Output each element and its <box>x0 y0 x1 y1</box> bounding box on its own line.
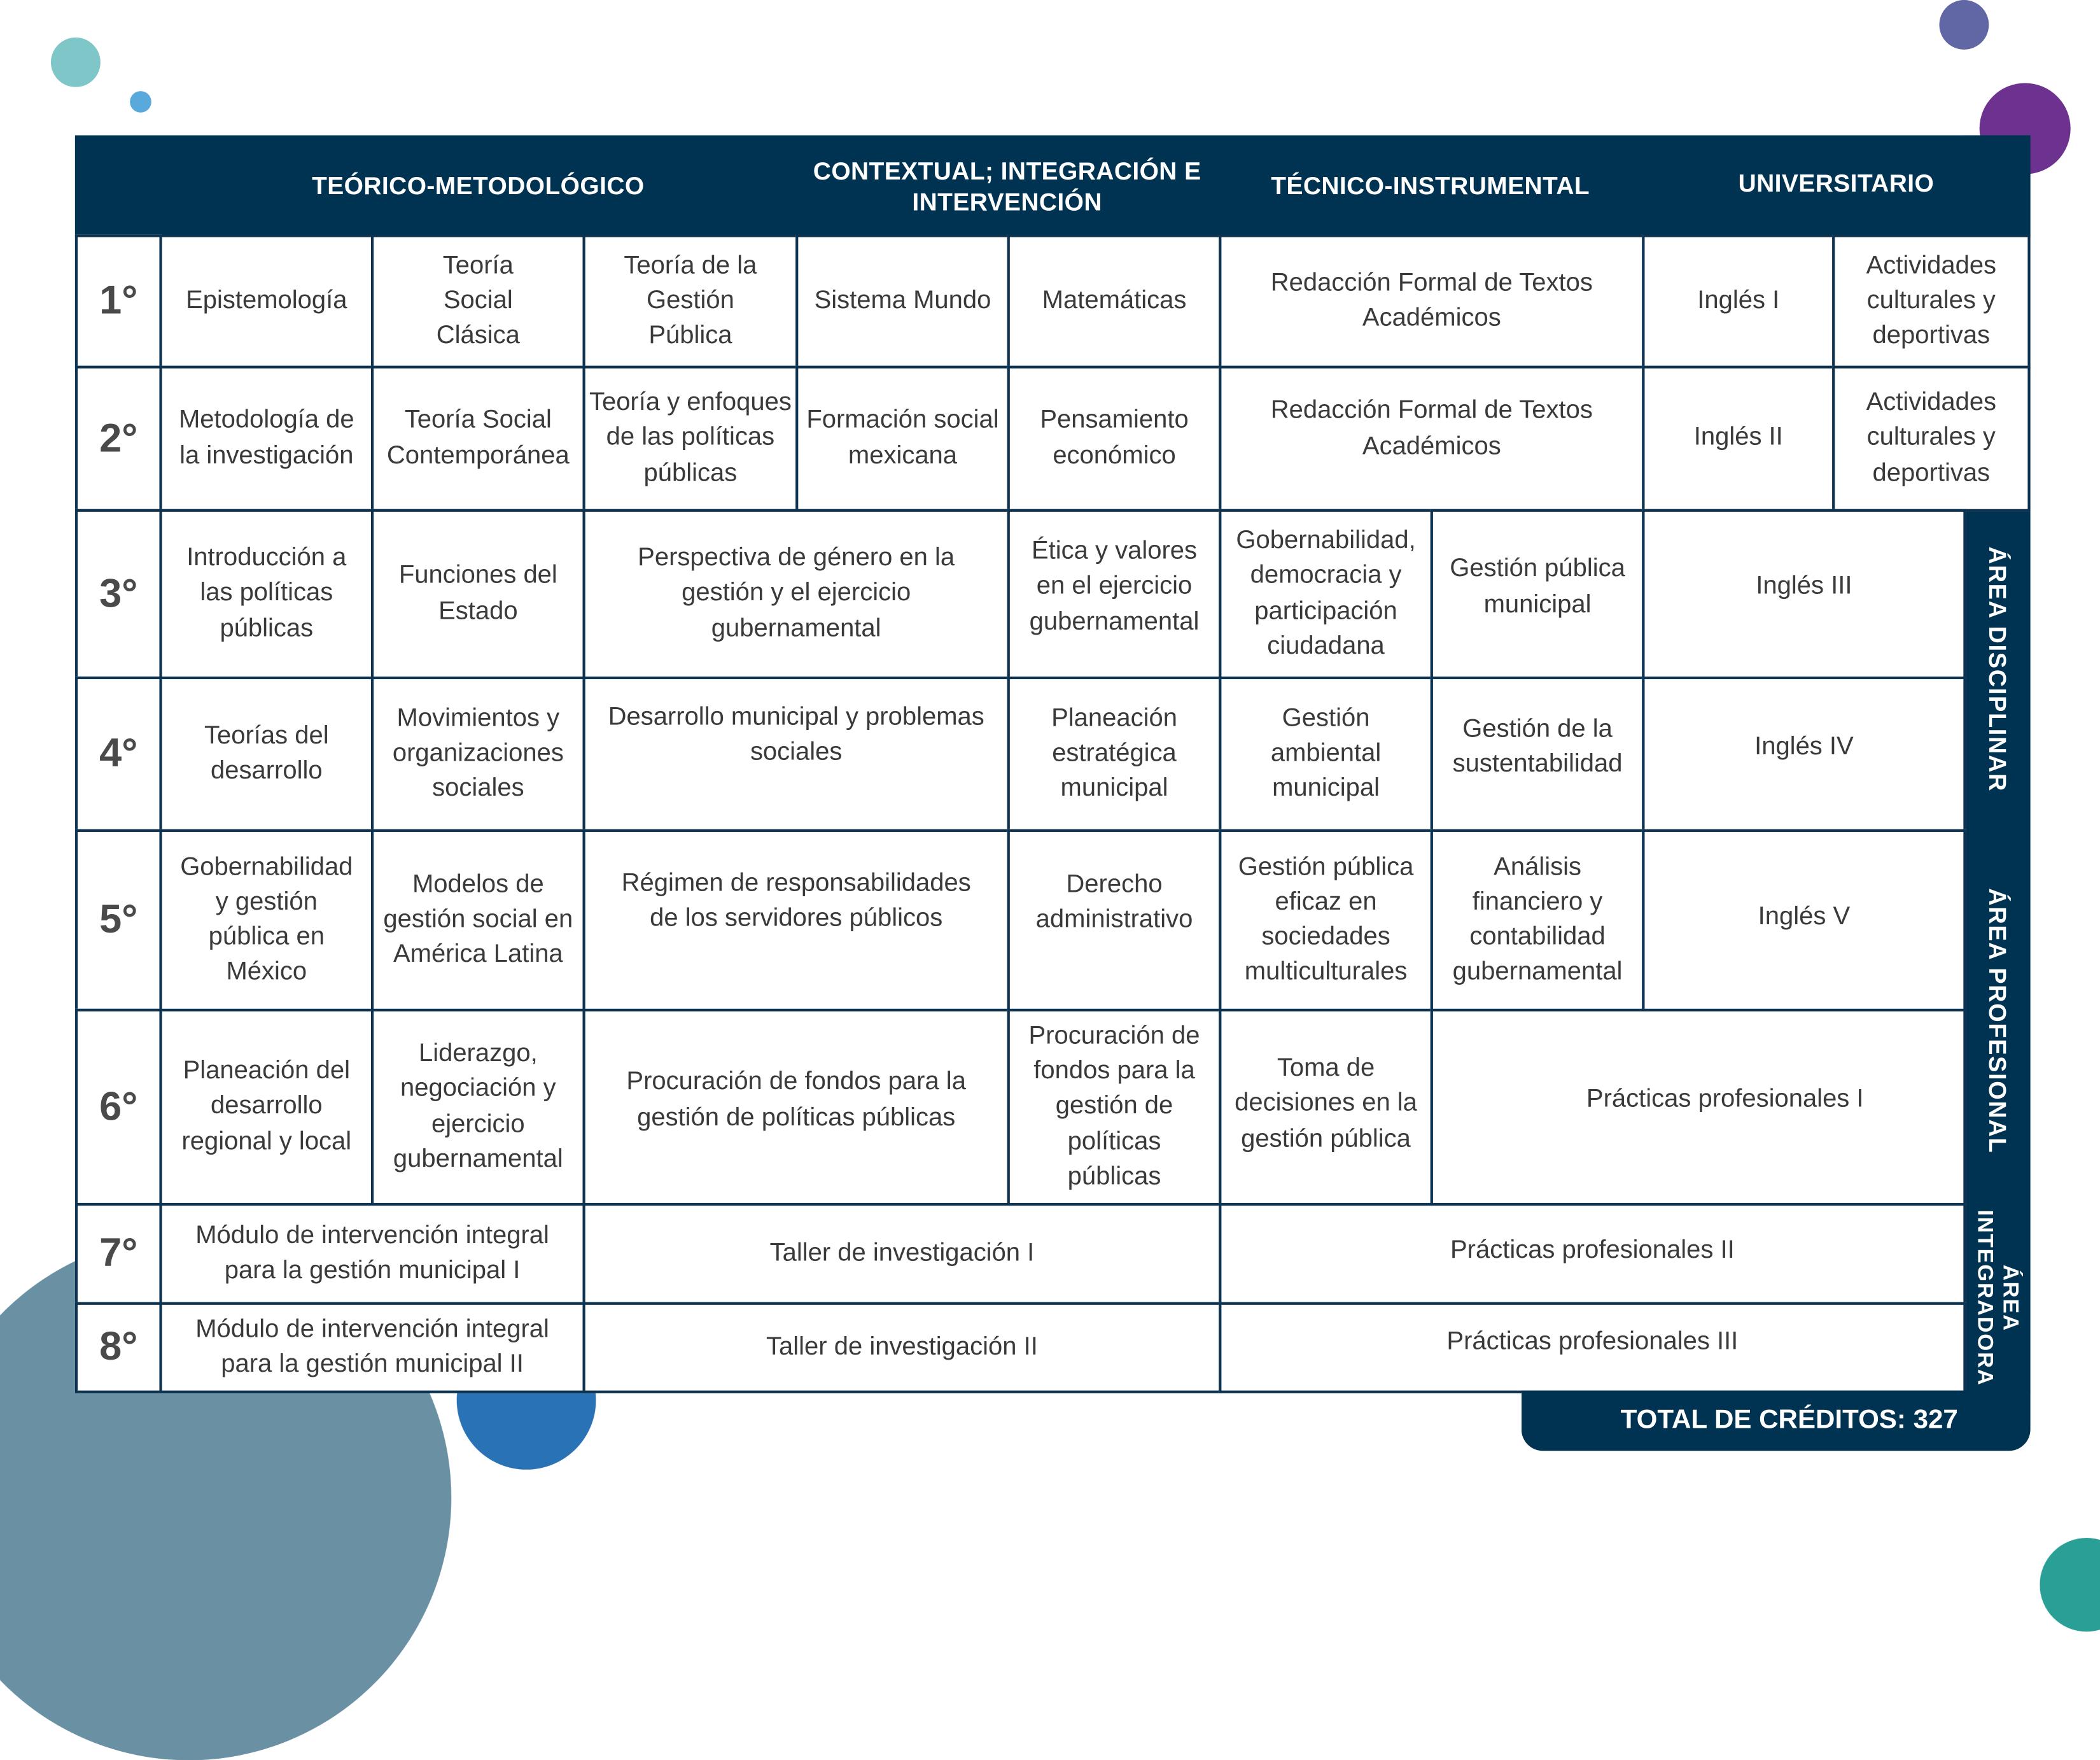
subject-cell: Teoría Social Clásica <box>371 234 585 368</box>
semester-label: 2° <box>75 366 162 512</box>
subject-cell: Prácticas profesionales II <box>1219 1203 1966 1305</box>
subject-cell: Desarrollo municipal y problemas sociales <box>583 677 1010 832</box>
subject-cell: Inglés I <box>1642 234 1835 368</box>
subject-cell: Inglés II <box>1642 366 1835 512</box>
subject-cell: Gobernabilidad y gestión pública en México <box>159 829 374 1011</box>
decorative-circle <box>2040 1538 2100 1631</box>
header-contextual-line-2: INTERVENCIÓN <box>912 187 1102 216</box>
header-contextual-line-1: CONTEXTUAL; INTEGRACIÓN E <box>813 157 1201 186</box>
subject-cell: Modelos de gestión social en América Latina <box>371 829 585 1011</box>
subject-cell: Funciones del Estado <box>371 509 585 679</box>
subject-cell: Análisis financiero y contabilidad gubernamental <box>1431 829 1645 1011</box>
semester-label: 8° <box>75 1302 162 1393</box>
subject-cell: Planeación estratégica municipal <box>1007 677 1222 832</box>
subject-cell: Perspectiva de género en la gestión y el ejercicio gubernamental <box>583 509 1010 679</box>
subject-cell: Teoría Social Contemporánea <box>371 366 585 512</box>
semester-label: 1° <box>75 234 162 368</box>
semester-label: 5° <box>75 829 162 1011</box>
subject-cell: Ética y valores en el ejercicio gubernamental <box>1007 509 1222 679</box>
subject-cell: Metodología de la investigación <box>159 366 374 512</box>
subject-cell: Inglés IV <box>1642 677 1966 832</box>
subject-cell: Taller de investigación I <box>583 1203 1222 1305</box>
subject-cell: Pensamiento económico <box>1007 366 1222 512</box>
subject-cell: Gobernabilidad, democracia y participación ciudadana <box>1219 509 1433 679</box>
subject-cell: Epistemología <box>159 234 374 368</box>
semester-label: 3° <box>75 509 162 679</box>
subject-cell: Gestión ambiental municipal <box>1219 677 1433 832</box>
semester-label: 6° <box>75 1009 162 1206</box>
header-tecnico-instrumental: TÉCNICO-INSTRUMENTAL <box>1271 171 1590 199</box>
subject-cell: Derecho administrativo <box>1007 829 1222 1011</box>
subject-cell: Introducción a las políticas públicas <box>159 509 374 679</box>
subject-cell: Redacción Formal de Textos Académicos <box>1219 366 1644 512</box>
decorative-circle <box>1939 0 1989 50</box>
subject-cell: Teorías del desarrollo <box>159 677 374 832</box>
subject-cell: Gestión pública municipal <box>1431 509 1645 679</box>
subject-cell: Teoría y enfoques de las políticas públicas <box>583 366 799 512</box>
total-creditos-badge: TOTAL DE CRÉDITOS: 327 <box>1522 1391 2031 1451</box>
subject-cell: Redacción Formal de Textos Académicos <box>1219 234 1644 368</box>
subject-cell: Procuración de fondos para la gestión de políticas públicas <box>583 1009 1010 1206</box>
area-profesional-label: ÁREA PROFESIONAL <box>1984 889 2011 1155</box>
subject-cell: Taller de investigación II <box>583 1302 1222 1393</box>
subject-cell: Inglés V <box>1642 829 1966 1011</box>
subject-cell: Movimientos y organizaciones sociales <box>371 677 585 832</box>
subject-cell: Toma de decisiones en la gestión pública <box>1219 1009 1433 1206</box>
subject-cell: Liderazgo, negociación y ejercicio gubernamental <box>371 1009 585 1206</box>
subject-cell: Sistema Mundo <box>795 234 1010 368</box>
subject-cell: Formación social mexicana <box>795 366 1010 512</box>
subject-cell: Prácticas profesionales I <box>1431 1009 1966 1206</box>
subject-cell: Teoría de la Gestión Pública <box>583 234 799 368</box>
semester-label: 7° <box>75 1203 162 1305</box>
subject-cell: Módulo de intervención integral para la gestión municipal II <box>159 1302 585 1393</box>
subject-cell: Régimen de responsabilidades de los servidores públicos <box>583 829 1010 1011</box>
subject-cell: Matemáticas <box>1007 234 1222 368</box>
header-contextual <box>795 139 1219 236</box>
subject-cell: Inglés III <box>1642 509 1966 679</box>
subject-cell: Gestión pública eficaz en sociedades multiculturales <box>1219 829 1433 1011</box>
subject-cell: Planeación del desarrollo regional y local <box>159 1009 374 1206</box>
header-teorico-metodologico: TEÓRICO-METODOLÓGICO <box>312 171 645 199</box>
header-universitario: UNIVERSITARIO <box>1738 168 1935 197</box>
subject-cell: Actividades culturales y deportivas <box>1832 234 2030 368</box>
subject-cell: Procuración de fondos para la gestión de políticas públicas <box>1007 1009 1222 1206</box>
subject-cell: Actividades culturales y deportivas <box>1832 366 2030 512</box>
area-disciplinar-label: ÁREA DISCIPLINAR <box>1984 547 2011 793</box>
area-integradora-label: ÁREA INTEGRADORA <box>1973 1209 2022 1386</box>
decorative-circle <box>51 38 101 87</box>
subject-cell: Módulo de intervención integral para la gestión municipal I <box>159 1203 585 1305</box>
subject-cell: Prácticas profesionales III <box>1219 1302 1966 1393</box>
decorative-circle <box>130 91 151 113</box>
subject-cell: Gestión de la sustentabilidad <box>1431 677 1645 832</box>
semester-label: 4° <box>75 677 162 832</box>
